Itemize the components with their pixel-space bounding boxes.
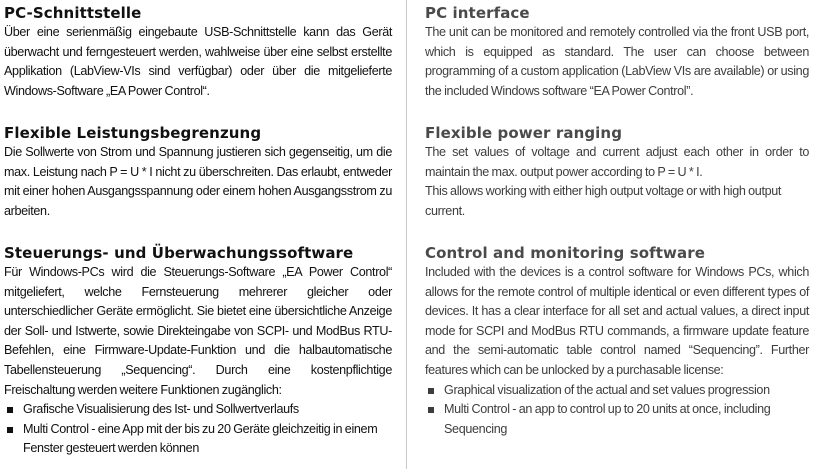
list-item-text: Grafische Visualisierung des Ist- und Sollwertverlaufs [23,402,299,417]
section-heading: Flexible Leistungsbegrenzung [4,124,262,142]
section-flexible-power-ranging [425,123,809,221]
column-divider [406,0,407,469]
list-item [4,400,392,420]
square-bullet-icon [7,427,13,433]
section-heading: Control and monitoring software [425,244,705,262]
section-pc-schnittstelle [4,3,392,101]
section-body-continued: This allows working with either high output voltage or with high output current. [425,184,782,218]
list-item-text: Graphical visualization of the actual and set values progression [444,382,770,397]
section-heading: PC interface [425,4,530,22]
section-flexible-leistungsbegrenzung [4,123,392,221]
square-bullet-icon [428,407,434,413]
section-control-monitoring-software [425,243,809,439]
list-item [425,400,809,439]
section-body: Über eine serienmäßig eingebaute USB-Schnittstelle kann das Gerät überwacht und ferngesteuert werden, wahlweise über eine selbst erstellte Applikation (LabView-VIs sind verfügbar) oder über die mitgelieferte Windows-Software „EA Power Control“. [4,25,392,98]
list-item [4,420,392,459]
list-item-text: Multi Control - eine App mit der bis zu 20 Geräte gleichzeitig in einem Fenster gesteuert werden können [23,421,378,456]
section-heading: Flexible power ranging [425,124,623,142]
section-pc-interface [425,3,809,101]
feature-list [4,400,392,459]
section-body: Included with the devices is a control software for Windows PCs, which allows for the remote control of multiple identical or even different types of devices. It has a clear interface for all set and actual values, a direct input mode for SCPI and ModBus RTU commands, a firmware update feature and the semi-automatic table control named “Sequencing”. Further features which can be unlocked by a purchasable license: [425,265,809,377]
section-body: Für Windows-PCs wird die Steuerungs-Software „EA Power Control“ mitgeliefert, welche Fernsteuerung mehrerer gleicher oder unterschiedlicher Geräte ermöglicht. Sie bietet eine übersichtliche Anzeige der Soll- und Istwerte, sowie Direkteingabe von SCPI- und ModBus RTU-Befehlen, eine Firmware-Update-Funktion und die halbautomatische Tabellensteuerung „Sequencing“. Durch eine kostenpflichtige Freischaltung werden weitere Funktionen zugänglich: [4,265,392,397]
section-body: Die Sollwerte von Strom und Spannung justieren sich gegenseitig, um die max. Leistung nach P = U * I nicht zu überschreiten. Das erlaubt, entweder mit einer hohen Ausgangsspannung oder einem hohen Ausgangsstrom zu arbeiten. [4,145,392,218]
feature-list [425,381,809,440]
list-item-text: Multi Control - an app to control up to 20 units at once, including Sequencing [444,402,771,436]
section-heading: PC-Schnittstelle [4,4,142,22]
section-heading: Steuerungs- und Überwachungssoftware [4,244,354,262]
list-item [425,381,809,401]
section-steuerungs-software [4,243,392,459]
section-body: The set values of voltage and current adjust each other in order to maintain the max. output power according to P = U * I. [425,145,809,179]
square-bullet-icon [428,388,434,394]
square-bullet-icon [7,407,13,413]
section-body: The unit can be monitored and remotely controlled via the front USB port, which is equipped as standard. The user can choose between programming of a custom application (LabView VIs are available) or using the included Windows software “EA Power Control”. [425,25,809,98]
